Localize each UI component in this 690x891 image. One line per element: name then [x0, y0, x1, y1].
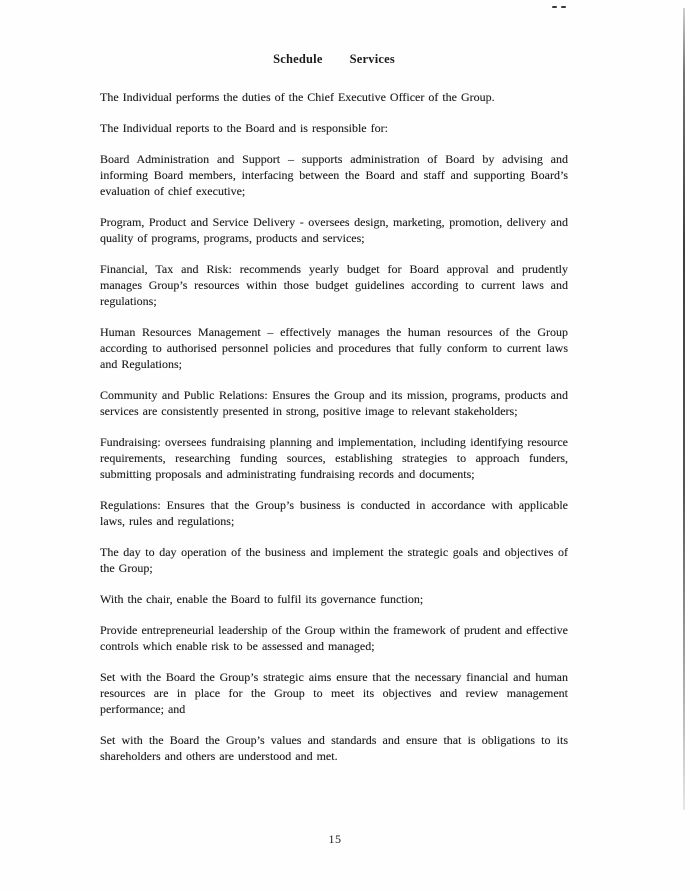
title-schedule: Schedule — [273, 52, 323, 66]
scan-mark-icon — [561, 6, 566, 8]
paragraph-chair-governance: With the chair, enable the Board to fulfil its governance function; — [100, 592, 424, 606]
scan-mark-icon — [552, 6, 557, 8]
paragraph-fundraising: Fundraising: oversees fundraising planning and implementation, including identifying resource requirements, researching funding sources, establishing strategies to approach funders, submitting proposals and administrating fundraising records and documents; — [100, 435, 568, 481]
paragraph-regulations: Regulations: Ensures that the Group’s business is conducted in accordance with applicable laws, rules and regulations; — [100, 498, 568, 528]
title-services: Services — [349, 52, 395, 66]
paragraph-day-to-day-operation: The day to day operation of the business and implement the strategic goals and objectives of the Group; — [100, 545, 568, 575]
page-number: 15 — [328, 832, 342, 846]
section-title — [100, 52, 568, 67]
paragraph-financial-tax-risk: Financial, Tax and Risk: recommends yearly budget for Board approval and prudently manages Group’s resources within those budget guidelines according to current laws and regulations; — [100, 262, 568, 308]
paragraph-values-standards: Set with the Board the Group’s values and standards and ensure that is obligations to its shareholders and others are understood and met. — [100, 733, 568, 763]
paragraph-reports-to-board: The Individual reports to the Board and is responsible for: — [100, 121, 388, 135]
paragraph-board-administration: Board Administration and Support – supports administration of Board by advising and informing Board members, interfacing between the Board and staff and supporting Board’s evaluation of chief executive; — [100, 152, 568, 198]
paragraph-program-product-delivery: Program, Product and Service Delivery - oversees design, marketing, promotion, delivery and quality of programs, programs, products and services; — [100, 215, 568, 245]
paragraph-strategic-aims: Set with the Board the Group’s strategic aims ensure that the necessary financial and human resources are in place for the Group to meet its objectives and review management performance; and — [100, 670, 568, 716]
paragraph-entrepreneurial-leadership: Provide entrepreneurial leadership of the Group within the framework of prudent and effective controls which enable risk to be assessed and managed; — [100, 623, 568, 653]
paragraph-community-public-relations: Community and Public Relations: Ensures the Group and its mission, programs, products and services are consistently presented in strong, positive image to relevant stakeholders; — [100, 388, 568, 418]
scan-artifact-marks — [552, 6, 566, 8]
document-body — [100, 52, 568, 779]
paragraph-human-resources: Human Resources Management – effectively manages the human resources of the Group according to authorised personnel policies and procedures that fully conform to current laws and Regulations; — [100, 325, 568, 371]
scan-edge-line — [683, 8, 685, 810]
paragraph-duties: The Individual performs the duties of the Chief Executive Officer of the Group. — [100, 90, 495, 104]
